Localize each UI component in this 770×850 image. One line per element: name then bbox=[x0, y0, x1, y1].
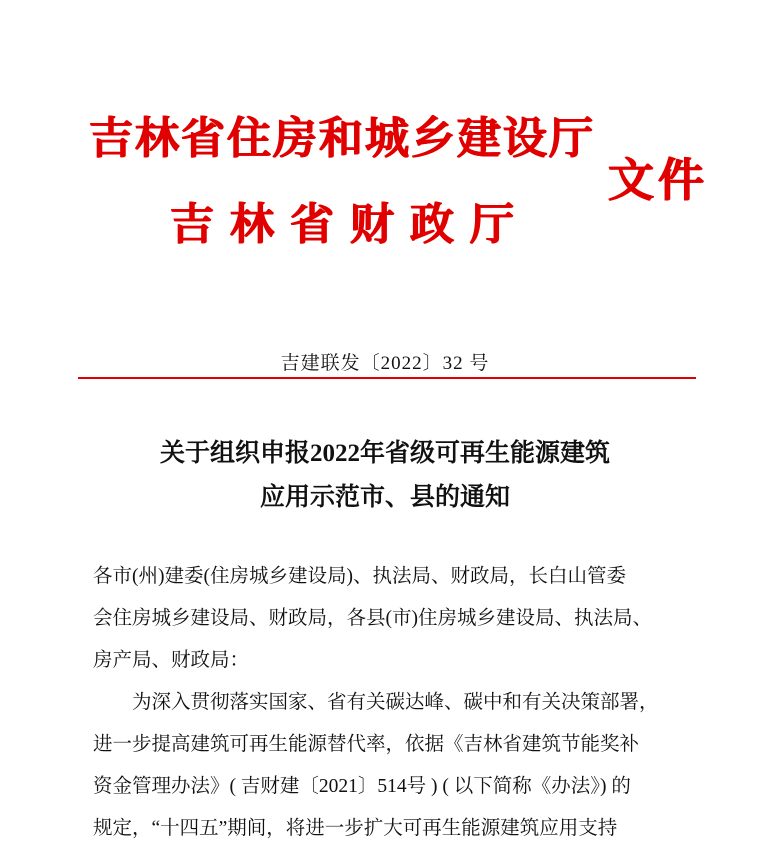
body-paragraph-line-3: 资金管理办法》( 吉财建〔2021〕514号 ) ( 以下简称《办法》) 的 bbox=[93, 776, 631, 797]
body-paragraph-line-4: 规定，“十四五”期间，将进一步扩大可再生能源建筑应用支持 bbox=[93, 818, 618, 839]
page-title bbox=[120, 432, 650, 520]
page-title-line-2: 应用示范市、县的通知 bbox=[259, 484, 510, 511]
letterhead-document-word: 文件 bbox=[608, 155, 708, 206]
letterhead-line-2: 吉林省财政厅 bbox=[170, 200, 530, 249]
letterhead bbox=[0, 96, 770, 296]
page-title-line-1: 关于组织申报2022年省级可再生能源建筑 bbox=[159, 440, 610, 467]
body-paragraph-line-2: 进一步提高建筑可再生能源替代率，依据《吉林省建筑节能奖补 bbox=[93, 734, 640, 755]
document-number: 吉建联发〔2022〕32 号 bbox=[280, 353, 490, 374]
letterhead-agency-names bbox=[82, 96, 602, 268]
red-divider-rule bbox=[78, 377, 696, 379]
letterhead-line-1: 吉林省住房和城乡建设厅 bbox=[89, 114, 595, 163]
body-paragraph-line-1: 为深入贯彻落实国家、省有关碳达峰、碳中和有关决策部署， bbox=[132, 692, 659, 713]
addressee-line-2: 会住房城乡建设局、财政局，各县(市)住房城乡建设局、执法局、 bbox=[93, 608, 652, 629]
addressee-line-3: 房产局、财政局： bbox=[93, 650, 250, 671]
addressee-line-1: 各市(州)建委(住房城乡建设局)、执法局、财政局，长白山管委 bbox=[93, 566, 626, 587]
document-body bbox=[93, 556, 677, 850]
